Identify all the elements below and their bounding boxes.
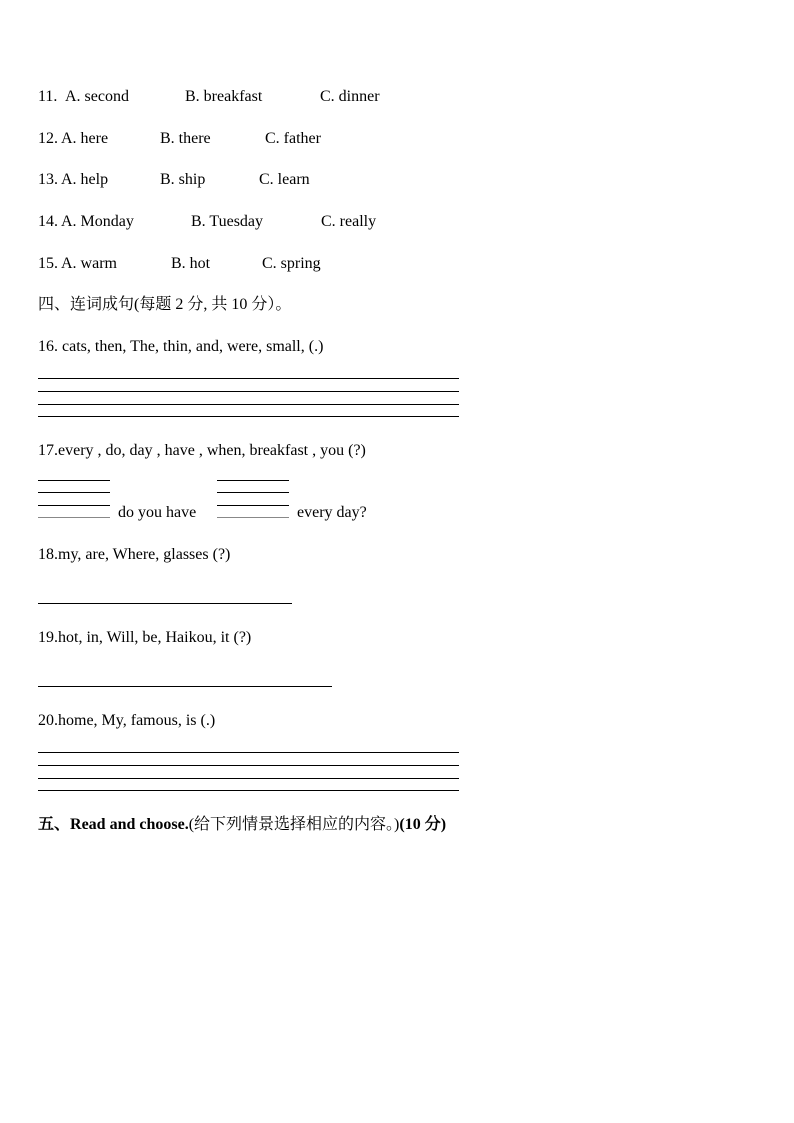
option-b: B. ship [160, 171, 206, 188]
question-20: 20.home, My, famous, is (.) [38, 712, 216, 729]
blank-line [38, 505, 110, 506]
option-c: C. father [265, 130, 321, 147]
blank-line[interactable] [217, 480, 289, 481]
option-c: C. really [321, 213, 377, 230]
answer-line[interactable] [38, 686, 332, 687]
answer-line [38, 404, 459, 405]
question-17: 17.every , do, day , have , when, breakfast , you (?) [38, 442, 366, 459]
answer-line[interactable] [38, 752, 459, 753]
section-5-title-cn: (给下列情景选择相应的内容。) [188, 816, 400, 833]
option-b: B. breakfast [185, 88, 263, 105]
option-a: A. second [65, 88, 129, 105]
section-4-title: 四、连词成句(每题 2 分, 共 10 分）。 [38, 296, 292, 313]
mc-item-14 [38, 212, 377, 232]
mc-item-12 [38, 129, 321, 149]
item-number: 13. [38, 171, 58, 188]
option-b: B. there [160, 130, 211, 147]
option-a: A. help [61, 171, 109, 188]
section-5-title [38, 815, 446, 835]
answer-line [38, 416, 459, 417]
mc-item-11 [38, 87, 380, 107]
mc-item-13 [38, 170, 310, 190]
option-c: C. spring [262, 255, 321, 272]
answer-line [38, 790, 459, 791]
question-16: 16. cats, then, The, thin, and, were, small, (.) [38, 338, 324, 355]
option-b: B. Tuesday [191, 213, 264, 230]
answer-line [38, 391, 459, 392]
section-5-title-en: Read and choose. [70, 816, 189, 833]
blank-line [38, 492, 110, 493]
option-a: A. warm [61, 255, 117, 272]
answer-line [38, 778, 459, 779]
option-b: B. hot [171, 255, 211, 272]
option-a: A. here [61, 130, 109, 147]
answer-line[interactable] [38, 378, 459, 379]
answer-line[interactable] [38, 603, 292, 604]
section-5-label: 五、 [38, 816, 71, 833]
item-number: 15. [38, 255, 58, 272]
section-5-score: (10 分) [399, 816, 447, 833]
mc-item-15 [38, 254, 321, 274]
answer-line [38, 765, 459, 766]
blank-line [217, 505, 289, 506]
option-a: A. Monday [61, 213, 134, 230]
option-c: C. learn [259, 171, 310, 188]
item-number: 14. [38, 213, 58, 230]
question-18: 18.my, are, Where, glasses (?) [38, 546, 231, 563]
blank-line[interactable] [38, 480, 110, 481]
question-19: 19.hot, in, Will, be, Haikou, it (?) [38, 629, 252, 646]
option-c: C. dinner [320, 88, 380, 105]
blank-line [217, 517, 289, 518]
blank-line [38, 517, 110, 518]
blank-line [217, 492, 289, 493]
question-17-mid: do you have [118, 504, 197, 521]
item-number: 12. [38, 130, 58, 147]
item-number: 11. [38, 88, 58, 105]
question-17-end: every day? [297, 504, 367, 521]
